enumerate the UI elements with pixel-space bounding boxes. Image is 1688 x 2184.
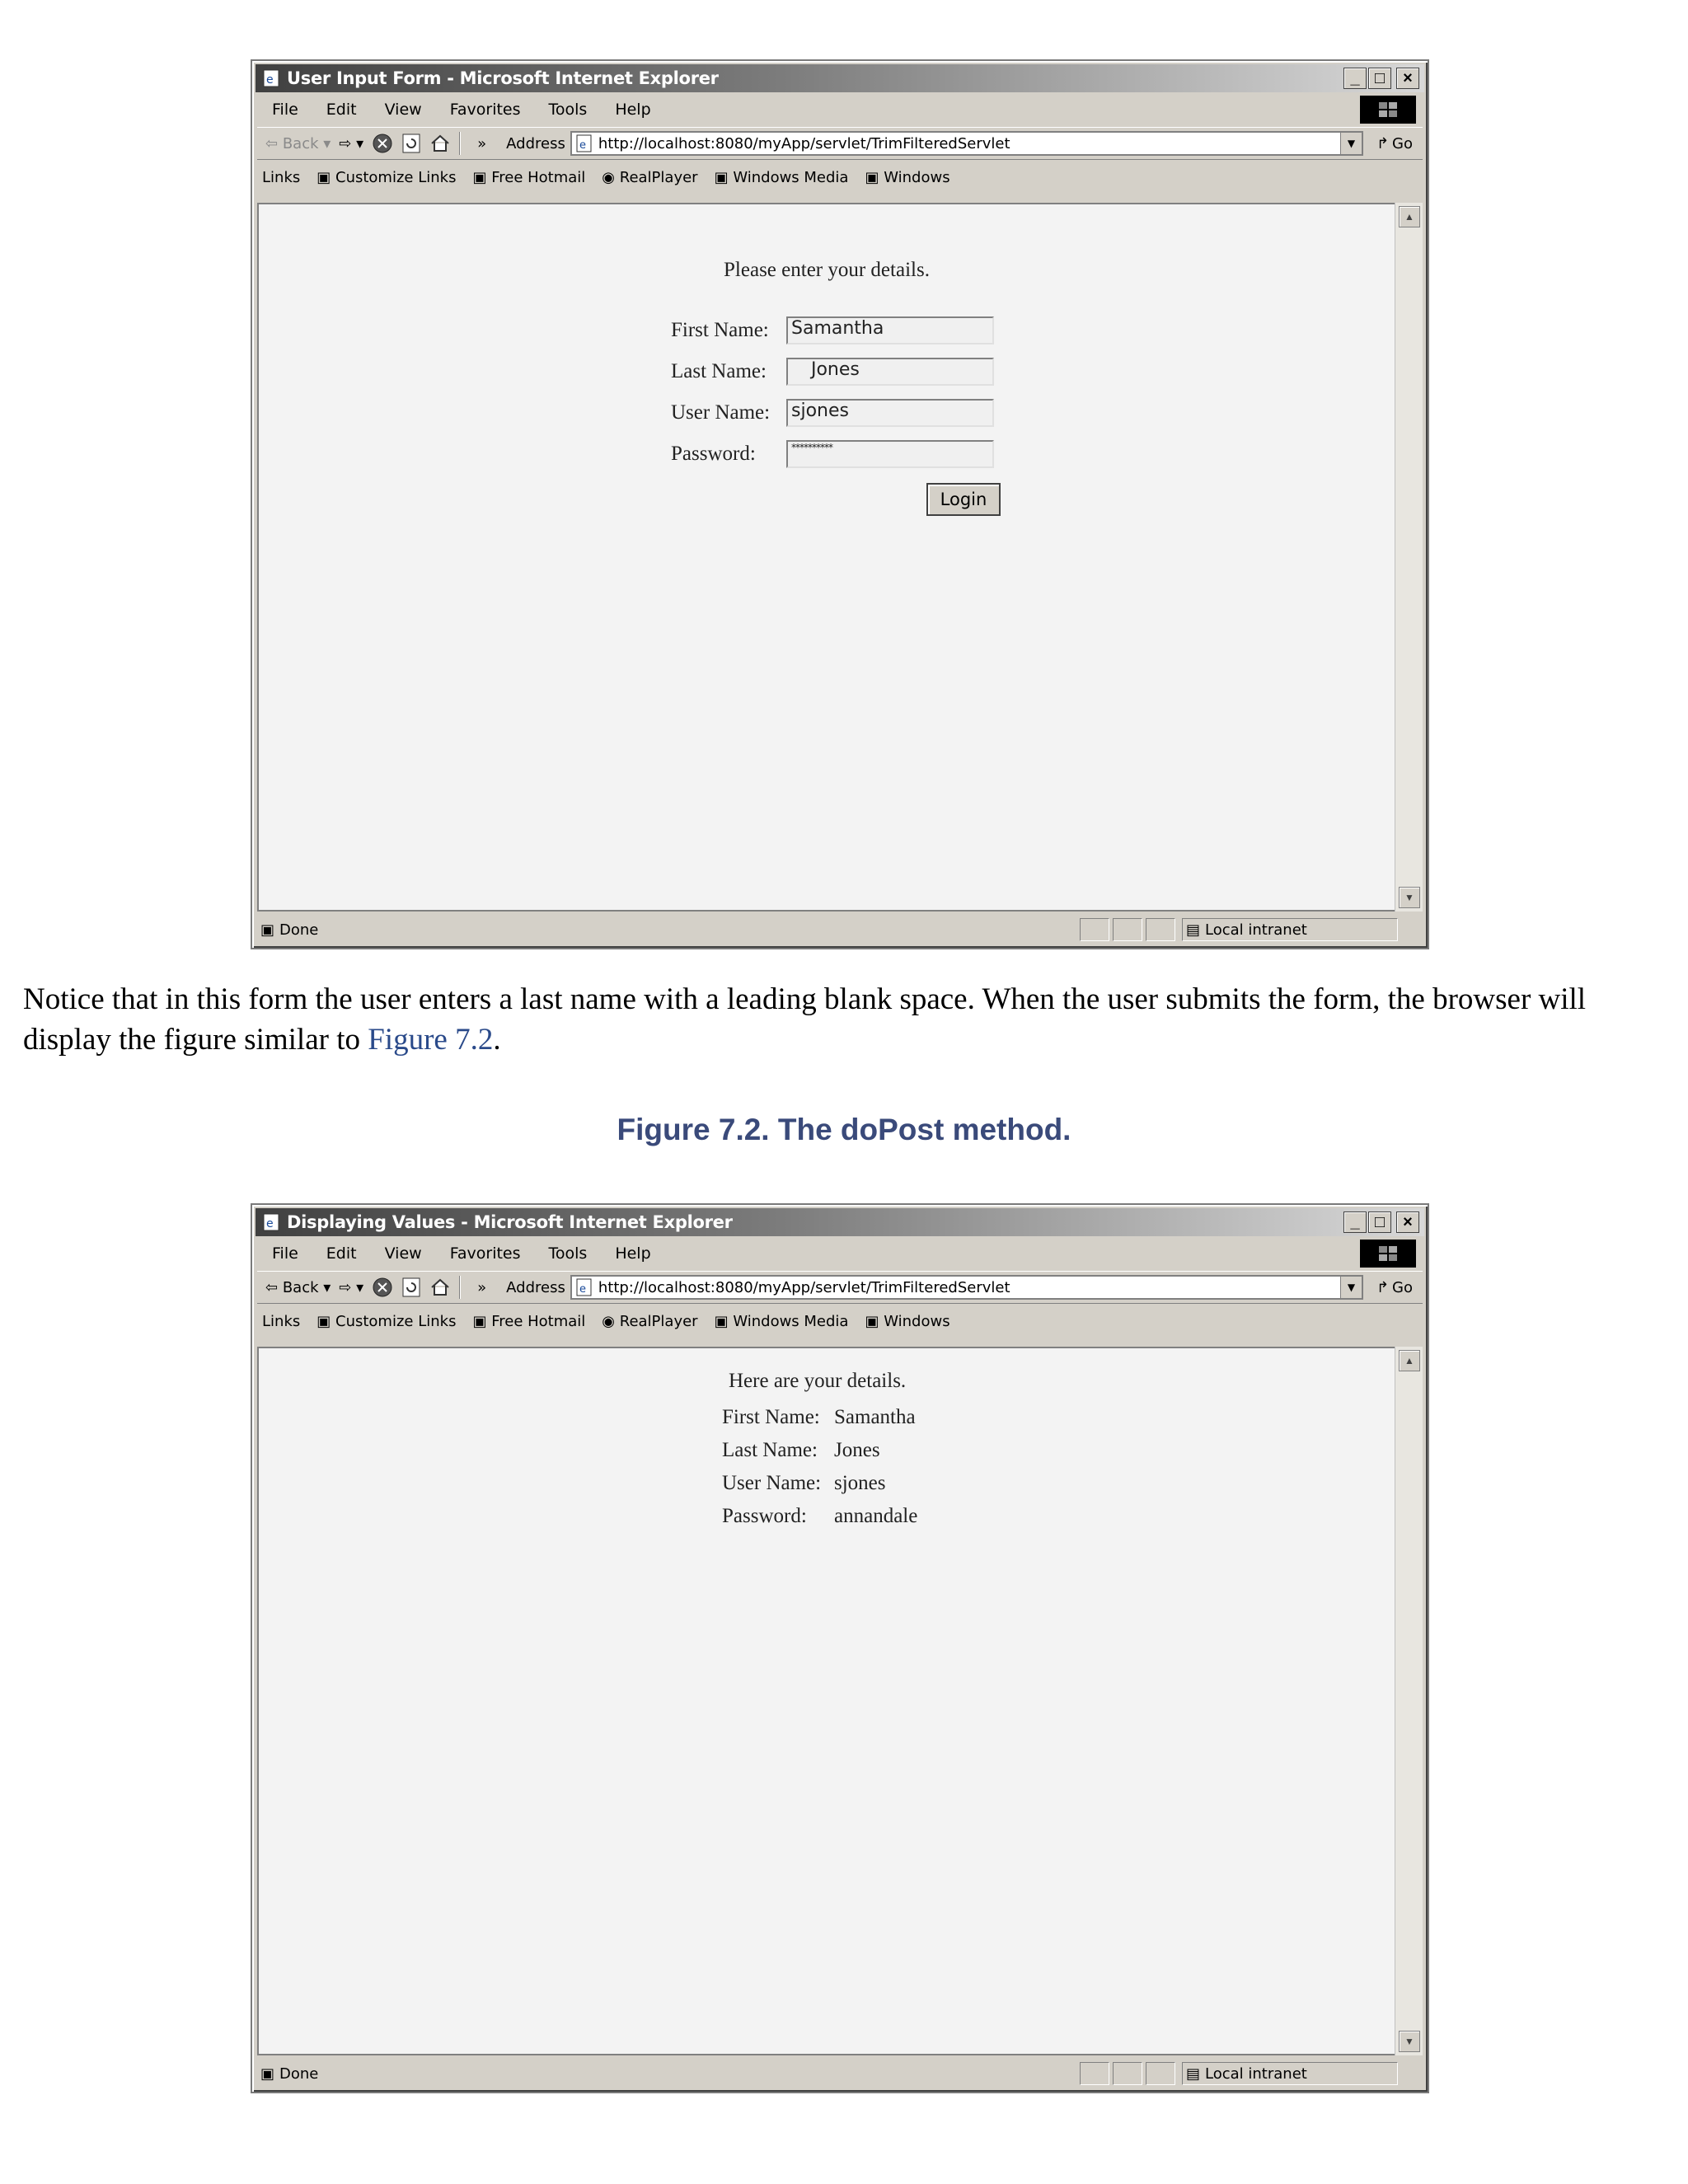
address-dropdown-button[interactable]: ▼ xyxy=(1340,133,1362,154)
detail-value: Samantha xyxy=(834,1406,916,1428)
detail-row xyxy=(722,1403,916,1432)
link-free-hotmail[interactable]: ▣ Free Hotmail xyxy=(472,168,586,186)
scroll-down-arrow-icon[interactable]: ▼ xyxy=(1399,887,1420,908)
vertical-scrollbar[interactable] xyxy=(1395,1347,1423,2055)
links-bar xyxy=(257,1307,1423,1335)
password-input[interactable]: ********** xyxy=(786,440,994,468)
menu-edit[interactable]: Edit xyxy=(326,101,357,119)
windows-logo-icon xyxy=(1360,96,1416,124)
ie-page-icon: ▣ xyxy=(472,1312,487,1330)
stop-icon xyxy=(372,1277,393,1298)
link-realplayer[interactable]: ◉ RealPlayer xyxy=(602,1312,698,1330)
status-pane xyxy=(1080,2062,1109,2085)
go-arrow-icon: ↱ xyxy=(1376,1278,1390,1296)
link-windows[interactable]: ▣ Windows xyxy=(865,1312,950,1330)
svg-text:e: e xyxy=(579,139,586,152)
ie-page-icon: ▣ xyxy=(316,1312,331,1330)
menu-help[interactable]: Help xyxy=(615,101,651,119)
password-label: Password: xyxy=(671,443,756,465)
home-button[interactable] xyxy=(429,133,451,154)
detail-row xyxy=(722,1436,880,1465)
detail-value: annandale xyxy=(834,1505,918,1527)
back-button[interactable]: ⇦ Back ▾ xyxy=(265,134,331,152)
user-name-label: User Name: xyxy=(671,401,771,424)
address-url: http://localhost:8080/myApp/servlet/TrimFilteredServlet xyxy=(598,1278,1010,1296)
forward-button[interactable]: ⇨ ▾ xyxy=(339,134,364,152)
link-windows-media[interactable]: ▣ Windows Media xyxy=(714,168,849,186)
first-name-input[interactable]: Samantha xyxy=(786,316,994,344)
detail-label: First Name: xyxy=(722,1406,820,1428)
refresh-icon xyxy=(401,133,421,154)
figure-caption: Figure 7.2. The doPost method. xyxy=(617,1113,1071,1146)
refresh-button[interactable] xyxy=(401,1277,421,1298)
security-zone xyxy=(1182,918,1398,941)
ie-page-icon xyxy=(575,134,593,152)
ie-page-icon: ▣ xyxy=(714,1312,729,1330)
status-pane xyxy=(1146,918,1175,941)
menu-tools[interactable]: Tools xyxy=(548,101,588,119)
zone-text: Local intranet xyxy=(1205,2064,1307,2083)
back-button[interactable]: ⇦ Back ▾ xyxy=(265,1278,331,1296)
menu-file[interactable]: File xyxy=(272,1244,298,1263)
link-customize-links[interactable]: ▣ Customize Links xyxy=(316,168,457,186)
ie-page-icon: ▣ xyxy=(472,168,487,186)
realplayer-icon: ◉ xyxy=(602,168,616,186)
body-paragraph: Notice that in this form the user enters a last name with a leading blank space. When the user submits the form, the browser will display the figure similar to Figure 7.2. xyxy=(23,982,1587,1057)
form-heading: Please enter your details. xyxy=(724,259,930,281)
scroll-down-arrow-icon[interactable]: ▼ xyxy=(1399,2031,1420,2052)
status-pane xyxy=(1080,918,1109,941)
security-zone xyxy=(1182,2062,1398,2085)
address-label: Address xyxy=(506,1278,565,1296)
user-name-input[interactable]: sjones xyxy=(786,399,994,427)
last-name-input[interactable]: Jones xyxy=(786,358,994,386)
menu-favorites[interactable]: Favorites xyxy=(449,101,521,119)
address-input[interactable] xyxy=(570,131,1363,156)
toolbar-chevron[interactable]: » xyxy=(477,134,487,152)
svg-text:e: e xyxy=(266,1217,274,1230)
forward-arrow-icon: ⇨ xyxy=(339,134,352,152)
details-heading: Here are your details. xyxy=(729,1370,907,1392)
ie-page-icon: ▣ xyxy=(714,168,729,186)
ie-page-icon xyxy=(260,68,282,89)
figure-link[interactable]: Figure 7.2 xyxy=(368,1023,494,1057)
forward-button[interactable]: ⇨ ▾ xyxy=(339,1278,364,1296)
detail-value: Jones xyxy=(834,1439,880,1461)
browser-window-displaying-values xyxy=(251,1203,1429,2093)
menu-help[interactable]: Help xyxy=(615,1244,651,1263)
ie-page-icon: ▣ xyxy=(865,168,879,186)
page-content xyxy=(257,1347,1423,2055)
first-name-row xyxy=(671,316,994,344)
menu-file[interactable]: File xyxy=(272,101,298,119)
ie-page-icon: ▣ xyxy=(260,921,275,939)
ie-page-icon xyxy=(575,1278,593,1296)
browser-window-user-input-form xyxy=(251,59,1429,949)
ie-page-icon: ▣ xyxy=(316,168,331,186)
user-name-row xyxy=(671,399,994,427)
maximize-button[interactable]: □ xyxy=(1368,1212,1391,1233)
menu-view[interactable]: View xyxy=(384,1244,422,1263)
address-input[interactable] xyxy=(570,1275,1363,1300)
back-arrow-icon: ⇦ xyxy=(265,1278,279,1296)
status-bar xyxy=(257,2059,1423,2088)
standard-toolbar xyxy=(257,127,1423,160)
menu-tools[interactable]: Tools xyxy=(548,1244,588,1263)
status-pane xyxy=(1113,2062,1142,2085)
login-button[interactable]: Login xyxy=(926,483,1001,516)
window-title: Displaying Values - Microsoft Internet Explorer xyxy=(287,1212,733,1232)
standard-toolbar xyxy=(257,1271,1423,1304)
svg-text:e: e xyxy=(266,73,274,87)
password-row xyxy=(671,440,994,468)
links-label: Links xyxy=(262,1312,301,1330)
links-bar xyxy=(257,163,1423,191)
detail-label: Password: xyxy=(722,1505,807,1527)
link-free-hotmail[interactable]: ▣ Free Hotmail xyxy=(472,1312,586,1330)
detail-label: Last Name: xyxy=(722,1439,818,1461)
local-intranet-icon: ▤ xyxy=(1186,921,1201,939)
page-content xyxy=(257,203,1423,912)
windows-logo-icon xyxy=(1360,1240,1416,1268)
zone-text: Local intranet xyxy=(1205,921,1307,939)
status-pane xyxy=(1146,2062,1175,2085)
address-url: http://localhost:8080/myApp/servlet/TrimFilteredServlet xyxy=(598,134,1010,152)
last-name-label: Last Name: xyxy=(671,360,767,382)
menu-favorites[interactable]: Favorites xyxy=(449,1244,521,1263)
home-icon xyxy=(429,1277,451,1298)
status-text: Done xyxy=(279,2064,319,2083)
status-bar xyxy=(257,915,1423,944)
title-bar[interactable] xyxy=(256,1208,1424,1236)
menu-edit[interactable]: Edit xyxy=(326,1244,357,1263)
last-name-row xyxy=(671,358,994,386)
detail-value: sjones xyxy=(834,1472,886,1494)
first-name-label: First Name: xyxy=(671,319,769,341)
detail-label: User Name: xyxy=(722,1472,822,1494)
home-icon xyxy=(429,133,451,154)
go-button[interactable]: ↱ Go xyxy=(1376,1278,1413,1296)
home-button[interactable] xyxy=(429,1277,451,1298)
refresh-button[interactable] xyxy=(401,133,421,154)
refresh-icon xyxy=(401,1277,421,1298)
toolbar-chevron[interactable]: » xyxy=(477,1278,487,1296)
go-button[interactable]: ↱ Go xyxy=(1376,134,1413,152)
link-windows-media[interactable]: ▣ Windows Media xyxy=(714,1312,849,1330)
scroll-up-arrow-icon[interactable]: ▲ xyxy=(1399,206,1420,227)
maximize-button[interactable]: □ xyxy=(1368,68,1391,89)
menu-bar xyxy=(257,96,1423,124)
link-realplayer[interactable]: ◉ RealPlayer xyxy=(602,168,698,186)
links-label: Links xyxy=(262,168,301,186)
minimize-button[interactable]: _ xyxy=(1343,68,1367,89)
stop-icon xyxy=(372,133,393,154)
stop-button[interactable] xyxy=(372,1277,393,1298)
window-title: User Input Form - Microsoft Internet Explorer xyxy=(287,68,719,88)
close-button[interactable]: × xyxy=(1396,68,1419,89)
status-pane xyxy=(1113,918,1142,941)
address-label: Address xyxy=(506,134,565,152)
link-windows[interactable]: ▣ Windows xyxy=(865,168,950,186)
status-text: Done xyxy=(279,921,319,939)
title-bar[interactable] xyxy=(256,64,1424,92)
toolbar-separator xyxy=(459,132,461,155)
close-button[interactable]: × xyxy=(1396,1212,1419,1233)
stop-button[interactable] xyxy=(372,133,393,154)
detail-row xyxy=(722,1502,917,1531)
scroll-up-arrow-icon[interactable]: ▲ xyxy=(1399,1350,1420,1371)
menu-bar xyxy=(257,1240,1423,1268)
menu-view[interactable]: View xyxy=(384,101,422,119)
ie-page-icon xyxy=(260,1212,282,1233)
detail-row xyxy=(722,1469,886,1498)
minimize-button[interactable]: _ xyxy=(1343,1212,1367,1233)
realplayer-icon: ◉ xyxy=(602,1312,616,1330)
local-intranet-icon: ▤ xyxy=(1186,2064,1201,2083)
go-arrow-icon: ↱ xyxy=(1376,134,1390,152)
address-dropdown-button[interactable]: ▼ xyxy=(1340,1277,1362,1298)
back-arrow-icon: ⇦ xyxy=(265,134,279,152)
toolbar-separator xyxy=(459,1276,461,1299)
vertical-scrollbar[interactable] xyxy=(1395,203,1423,912)
svg-text:e: e xyxy=(579,1283,586,1296)
forward-arrow-icon: ⇨ xyxy=(339,1278,352,1296)
link-customize-links[interactable]: ▣ Customize Links xyxy=(316,1312,457,1330)
ie-page-icon: ▣ xyxy=(865,1312,879,1330)
ie-page-icon: ▣ xyxy=(260,2064,275,2083)
